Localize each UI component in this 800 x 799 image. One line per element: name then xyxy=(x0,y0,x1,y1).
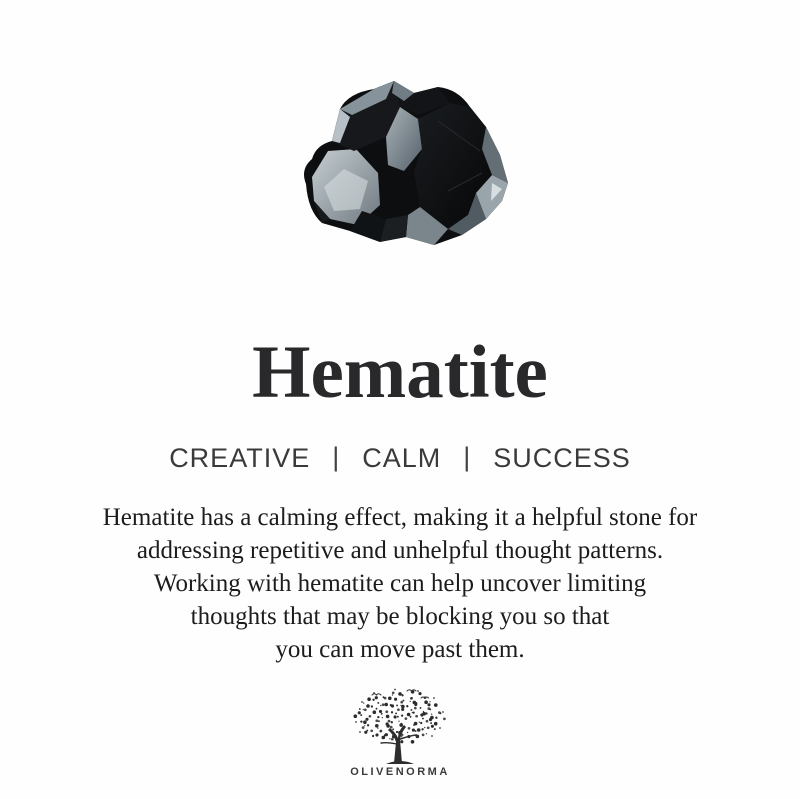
olive-tree-icon xyxy=(350,688,450,766)
tagline xyxy=(0,443,800,473)
brand-name: OLIVENORMA xyxy=(350,766,450,778)
tagline-word-success: SUCCESS xyxy=(493,443,631,473)
hematite-stone-image xyxy=(290,79,510,249)
page-title: Hematite xyxy=(252,331,548,414)
hematite-crystal-cluster-icon xyxy=(290,79,510,249)
tagline-separator: | xyxy=(332,442,341,472)
description-line: addressing repetitive and unhelpful thought patterns. xyxy=(136,537,664,564)
description-paragraph xyxy=(0,501,800,666)
tagline-separator: | xyxy=(463,442,472,472)
tagline-word-calm: CALM xyxy=(362,443,442,473)
tagline-word-creative: CREATIVE xyxy=(169,443,311,473)
description-line: thoughts that may be blocking you so that xyxy=(190,603,610,630)
brand-logo xyxy=(350,688,450,766)
description-line: Hematite has a calming effect, making it a helpful stone for xyxy=(102,504,698,531)
description-line: you can move past them. xyxy=(275,636,525,663)
description-line: Working with hematite can help uncover limiting xyxy=(153,570,647,597)
